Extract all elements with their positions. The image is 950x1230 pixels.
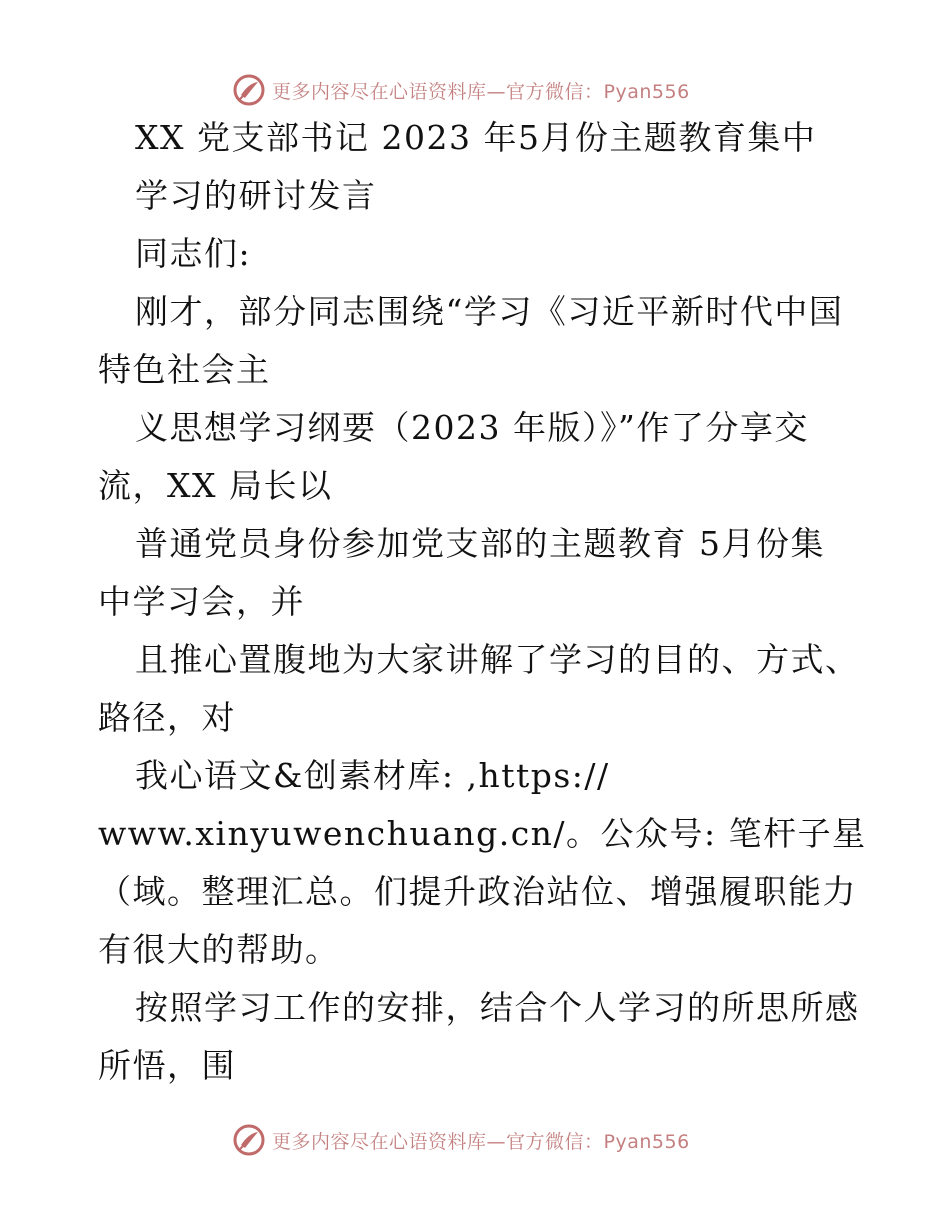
text-line: 且推心置腹地为大家讲解了学习的目的、方式、 — [135, 640, 860, 679]
text-line: 刚才，部分同志围绕“学习《习近平新时代中国 — [135, 292, 844, 331]
text-line: （域。整理汇总。们提升政治站位、增强履职能力 — [98, 872, 857, 911]
watermark-text: 更多内容尽在心语资料库—官方微信：Pyan556 — [272, 80, 690, 103]
watermark-text: 更多内容尽在心语资料库—官方微信：Pyan556 — [272, 1130, 690, 1153]
text-line: 流，XX 局长以 — [98, 466, 333, 505]
watermark-footer — [232, 1122, 690, 1158]
text-line: 有很大的帮助。 — [98, 930, 340, 969]
text-line: 按照学习工作的安排，结合个人学习的所思所感 — [135, 988, 860, 1027]
book-pen-logo-icon — [232, 1123, 266, 1157]
text-line: 特色社会主 — [98, 350, 271, 389]
text-line: 中学习会，并 — [98, 582, 305, 621]
text-line: 学习的研讨发言 — [135, 176, 377, 215]
book-pen-logo-icon — [232, 73, 266, 107]
text-line: 普通党员身份参加党支部的主题教育 5月份集 — [135, 524, 825, 563]
text-line: 我心语文&创素材库: ,https:// — [135, 756, 610, 795]
watermark-header — [232, 72, 690, 108]
text-line: 义思想学习纲要（2023 年版）》”作了分享交 — [135, 408, 809, 447]
text-line: 同志们: — [135, 234, 252, 273]
text-line: 路径，对 — [98, 698, 236, 737]
text-line: XX 党支部书记 2023 年5月份主题教育集中 — [135, 118, 817, 157]
text-line: www.xinyuwenchuang.cn/。公众号: 笔杆子星 — [98, 814, 867, 853]
text-line: 所悟，围 — [98, 1046, 236, 1085]
